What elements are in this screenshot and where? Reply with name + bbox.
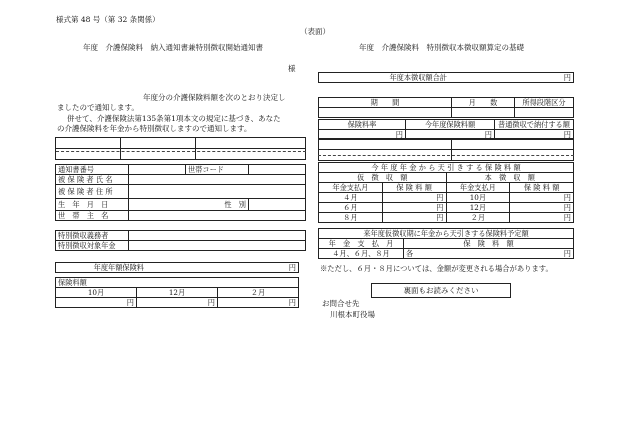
normal-collection-header: 普通徴収で納付する額 xyxy=(495,120,574,130)
period-table xyxy=(318,97,574,118)
month-12: 12月 xyxy=(137,288,218,298)
next-each: 各 xyxy=(404,249,489,259)
deduction-title: 今 年 度 年 金 か ら 天 引 き す る 保 険 料 額 xyxy=(319,163,574,173)
notice-no-label: 通知書番号 xyxy=(56,165,129,175)
insured-address-value xyxy=(129,185,306,199)
notice-line-2: ましたので通知します。 xyxy=(57,103,139,112)
title-right: 年度 介護保険料 特別徴収本徴収額算定の基礎 xyxy=(359,43,524,52)
back-notice-box xyxy=(371,283,511,298)
deduction-row: ４月 円 10月 円 xyxy=(319,193,574,203)
obligor-label: 特別徴収義務者 xyxy=(56,231,129,241)
pay-month-header-2: 年金支払月 xyxy=(446,183,510,193)
amount-10: 円 xyxy=(56,298,137,308)
deduction-row: ６月 円 12月 円 xyxy=(319,203,574,213)
next-year-title: 来年度仮徴収期に年金から天引きする保険料予定額 xyxy=(319,229,574,239)
insured-info-table xyxy=(55,164,306,221)
deduction-table xyxy=(318,162,574,223)
pension-value xyxy=(129,241,306,251)
head-label: 世 帯 主 名 xyxy=(56,211,129,221)
base-total-table xyxy=(318,72,574,83)
normal-collection-yen: 円 xyxy=(495,130,574,140)
pension-label: 特別徴収対象年金 xyxy=(56,241,129,251)
blank-grid xyxy=(55,137,306,160)
next-premium-header: 保 険 料 額 xyxy=(404,239,574,249)
hon-label: 本 徴 収 額 xyxy=(446,173,574,183)
next-year-table xyxy=(318,228,574,259)
notice-line-4: の介護保険料を年金から特別徴収しますので通知します。 xyxy=(57,124,252,133)
premium-header-1: 保 険 料 額 xyxy=(382,183,446,193)
period-header: 期 間 xyxy=(319,98,452,108)
sex-label: 性 別 xyxy=(129,199,249,211)
sex-value xyxy=(249,199,306,211)
contact-office: 川根本町役場 xyxy=(330,310,375,319)
next-yen: 円 xyxy=(489,249,574,259)
title-left: 年度 介護保険料 納入通知書兼特別徴収開始通知書 xyxy=(83,43,263,52)
rate-yen: 円 xyxy=(319,130,406,140)
month-10: 10月 xyxy=(56,288,137,298)
premium-header-2: 保 険 料 額 xyxy=(510,183,574,193)
notice-line-1: 年度分の介護保険料額を次のとおり決定し xyxy=(143,93,286,102)
cut-line-right xyxy=(318,155,574,156)
sama-label: 様 xyxy=(288,64,296,73)
next-pay-month-header: 年 金 支 払 月 xyxy=(319,239,404,249)
contact-label: お問合せ先 xyxy=(322,299,360,308)
insured-address-label: 被 保 険 者 住 所 xyxy=(56,185,129,199)
months-count-header: 月 数 xyxy=(452,98,515,108)
base-total-yen: 円 xyxy=(449,73,574,83)
income-class-header: 所得段階区分 xyxy=(515,98,574,108)
notice-line-3: 併せて、介護保険法第135条第1項本文の規定に基づき、あなた xyxy=(67,114,281,123)
premium-schedule-table xyxy=(55,277,299,308)
amount-12: 円 xyxy=(137,298,218,308)
amount-2: 円 xyxy=(218,298,299,308)
household-code-value xyxy=(249,165,306,175)
pension-table xyxy=(55,230,306,251)
birth-label: 生 年 月 日 xyxy=(56,199,129,211)
base-total-label: 年度本徴収額合計 xyxy=(319,73,450,83)
insured-name-label: 被 保 険 者 氏 名 xyxy=(56,175,129,185)
annual-yen: 円 xyxy=(146,263,299,273)
year-premium-yen: 円 xyxy=(406,130,495,140)
side-label: （表面） xyxy=(300,27,330,36)
back-notice-text: 裏面もお読みください xyxy=(403,286,479,295)
blank-right-grid xyxy=(318,138,574,161)
annual-premium-table xyxy=(55,262,299,273)
insured-name-value xyxy=(129,175,306,185)
deduction-row: ８月 円 ２月 円 xyxy=(319,213,574,223)
change-note: ※ただし、６月・８月については、金額が変更される場合があります。 xyxy=(320,264,553,273)
year-premium-header: 今年度保険料額 xyxy=(406,120,495,130)
rate-header: 保険料率 xyxy=(319,120,406,130)
month-2: ２月 xyxy=(218,288,299,298)
premium-label: 保険料額 xyxy=(56,278,299,288)
kari-label: 仮 徴 収 額 xyxy=(319,173,447,183)
notice-no-value xyxy=(129,165,186,175)
form-number: 様式第 48 号（第 32 条関係） xyxy=(56,15,160,24)
obligor-value xyxy=(129,231,306,241)
annual-label: 年度年額保険料 xyxy=(56,263,147,273)
rate-table xyxy=(318,119,574,140)
pay-month-header-1: 年金支払月 xyxy=(319,183,383,193)
next-months: ４月、６月、８月 xyxy=(319,249,404,259)
household-code-label: 世帯コード xyxy=(186,165,249,175)
head-value xyxy=(129,211,306,221)
cut-line-left xyxy=(56,151,306,152)
